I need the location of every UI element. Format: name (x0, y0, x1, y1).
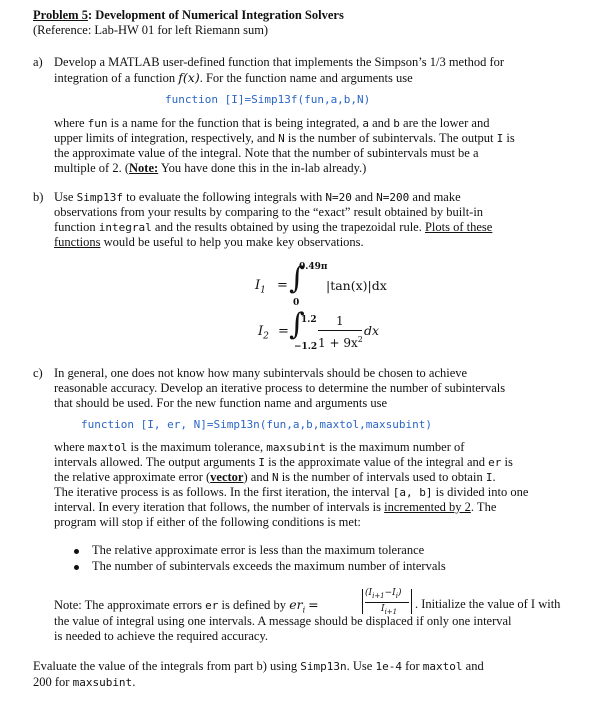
bullet-dot (74, 565, 79, 570)
plots-link: Plots of these (424, 220, 493, 234)
abs-bar-left (362, 589, 363, 614)
part-a-para-2: upper limits of integration, respectively, and N is the number of subintervals. The output I is (54, 131, 515, 145)
part-b-label: b) (33, 190, 44, 204)
part-b-line-4: functions would be useful to help you make key observations. (54, 235, 364, 249)
i2-denominator: $1 + 9x^2$ (318, 335, 363, 350)
er-i-symbol: $er_i$ (289, 597, 306, 615)
part-a-para-1: where fun is a name for the function that is being integrated, a and b are the lower and (54, 116, 490, 130)
part-c-para-5: interval. In every iteration that follows, the number of intervals is incremented by 2. The (54, 500, 497, 514)
problem-title (33, 8, 344, 23)
i2-integral-sign: ∫ (289, 307, 305, 342)
part-a-line-1: Develop a MATLAB user-defined function that implements the Simpson’s 1/3 method for (54, 55, 505, 69)
part-a-label: a) (33, 55, 43, 69)
part-c-para-1: where maxtol is the maximum tolerance, maxsubint is the maximum number of (54, 440, 465, 454)
part-c-para-6: program will stop if either of the following conditions is met: (54, 515, 361, 529)
part-c-line-2: reasonable accuracy. Develop an iterative process to determine the number of subintervals (54, 381, 506, 395)
i2-numerator: 1 (336, 314, 344, 328)
i1-integral-sign: ∫ (289, 261, 305, 296)
part-a-para-4: multiple of 2. (Note: You have done this in the in-lab already.) (54, 161, 367, 175)
problem-number: Problem 5 (33, 8, 88, 22)
part-c-line-3: that should be used. For the new function name and arguments use (54, 396, 388, 410)
part-a-para-3: the approximate value of the integral. Note that the number of subintervals must be a (54, 146, 479, 160)
part-c-para-3: the relative approximate error (vector) and N is the number of intervals used to obtain I. (54, 470, 496, 484)
vector-emphasis: vector (210, 470, 244, 484)
simp13n-signature: function [I, er, N]=Simp13n(fun,a,b,maxtol,maxsubint) (81, 418, 432, 431)
i2-upper-limit: 1.2 (301, 315, 317, 325)
part-c-line-1: In general, one does not know how many subintervals should be chosen to achieve (54, 366, 468, 380)
bullet-item-2: The number of subintervals exceeds the maximum number of intervals (92, 559, 446, 573)
i1-upper-limit: 0.49π (299, 262, 328, 272)
error-fraction-bar (365, 602, 409, 603)
error-denominator: $I_{i+1}$ (381, 604, 398, 616)
part-b-line-1: Use Simp13f to evaluate the following integrals with N=20 and N=200 and make (54, 190, 461, 204)
bullet-item-1: The relative approximate error is less than the maximum tolerance (92, 543, 425, 557)
part-a-line-2: integration of a function f(x). For the function name and arguments use (54, 70, 413, 85)
note-line-1-end: . Initialize the value of I with (415, 597, 561, 611)
reference-line: (Reference: Lab-HW 01 for left Riemann sum) (33, 23, 269, 37)
abs-bar-right (411, 589, 412, 614)
note-label: Note: (129, 161, 159, 175)
note-line-2: the value of integral using one intervals. A message should be displaced if only one interval (54, 614, 512, 628)
i2-lower-limit: −1.2 (294, 342, 318, 352)
i2-dx: dx (364, 323, 380, 338)
final-line-2: 200 for maxsubint. (33, 675, 136, 689)
fx-symbol: f(x) (178, 70, 200, 85)
part-c-para-4: The iterative process is as follows. In the first iteration, the interval [a, b] is divided into one (54, 485, 529, 499)
i1-integrand: |tan(x)|dx (326, 278, 387, 293)
part-c-para-2: intervals allowed. The output arguments I is the approximate value of the integral and er is (54, 455, 513, 469)
final-line-1: Evaluate the value of the integrals from part b) using Simp13n. Use 1e-4 for maxtol and (33, 659, 484, 673)
bullet-dot (74, 549, 79, 554)
i1-lower-limit: 0 (293, 298, 300, 308)
i2-equals: = (278, 324, 289, 339)
part-c-label: c) (33, 366, 43, 380)
i1-equals: = (277, 278, 288, 293)
i1-lhs: $I_1$ (255, 278, 266, 296)
problem-title-text: : Development of Numerical Integration Solvers (87, 8, 344, 22)
part-b-line-2: observations from your results by comparing to the “exact” result obtained by built-in (54, 205, 484, 219)
part-b-line-3: function integral and the results obtained by using the trapezoidal rule. Plots of these (54, 220, 493, 234)
error-numerator: $(I_{i+1}-I_i)$ (365, 588, 402, 600)
incremented-link: incremented by 2 (384, 500, 471, 514)
i2-lhs: $I_2$ (258, 324, 269, 342)
simp13f-signature: function [I]=Simp13f(fun,a,b,N) (165, 93, 371, 106)
note-line-3: is needed to achieve the required accuracy. (54, 629, 269, 643)
note-line-1: Note: The approximate errors er is defined by $er_i$ = (54, 597, 319, 615)
i2-fraction-bar (318, 330, 362, 331)
